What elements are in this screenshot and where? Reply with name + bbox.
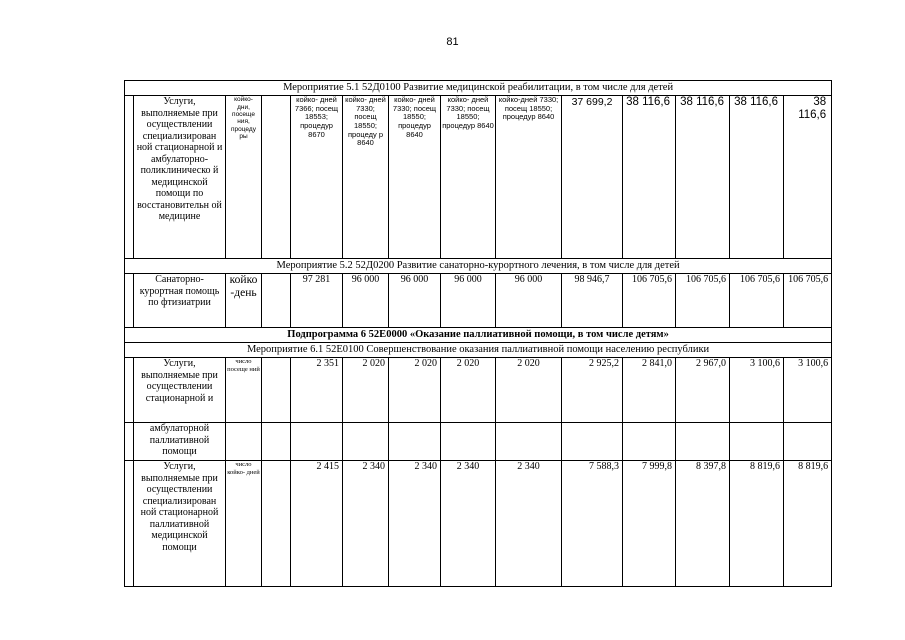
blank-cell: [125, 96, 134, 259]
blank-cell: [262, 423, 291, 461]
value-cell: 97 281: [291, 274, 343, 328]
value-cell: 38 116,6: [623, 96, 676, 259]
value-cell: 7 999,8: [623, 461, 676, 587]
subprogram-header-row: [125, 328, 832, 343]
value-cell: 106 705,6: [730, 274, 784, 328]
value-cell: койко-дней 7330; посещ 18550; процедур 8640: [496, 96, 562, 259]
value-cell: 2 020: [441, 358, 496, 423]
value-cell: 2 340: [441, 461, 496, 587]
service-name: Услуги, выполняемые при осуществлении специализирован ной стационарной паллиативной медицинской помощи: [134, 461, 226, 587]
unit-cell: койко -день: [226, 274, 262, 328]
program-table: [124, 80, 832, 587]
value-cell: 98 946,7: [562, 274, 623, 328]
value-cell: 2 415: [291, 461, 343, 587]
value-cell: 2 925,2: [562, 358, 623, 423]
blank-cell: [125, 423, 134, 461]
value-cell: 2 020: [343, 358, 389, 423]
blank-cell: [125, 358, 134, 423]
value-cell: 2 340: [389, 461, 441, 587]
table-row: [125, 96, 832, 259]
subprogram-title-6: Подпрограмма 6 52Е0000 «Оказание паллиативной помощи, в том числе детям»: [125, 328, 832, 343]
table-row: [125, 461, 832, 587]
value-cell: 96 000: [496, 274, 562, 328]
section-title-5-1: Мероприятие 5.1 52Д0100 Развитие медицинской реабилитации, в том числе для детей: [125, 81, 832, 96]
unit-cell: число койко- дней: [226, 461, 262, 587]
unit-cell: койко- дни, посеще ния, процеду ры: [226, 96, 262, 259]
value-cell: [262, 358, 291, 423]
service-name: Услуги, выполняемые при осуществлении стационарной и: [134, 358, 226, 423]
section-header-row: [125, 81, 832, 96]
value-cell: 96 000: [343, 274, 389, 328]
value-cell: 38 116,6: [730, 96, 784, 259]
service-name: амбулаторной паллиативной помощи: [134, 423, 226, 461]
value-cell: койко- дней 7330; посещ 18550; процедур 8640: [389, 96, 441, 259]
value-cell: койко- дней 7330; посещ 18550; процеду р 8640: [343, 96, 389, 259]
table-row: [125, 274, 832, 328]
value-cell: 2 841,0: [623, 358, 676, 423]
value-cell: 8 819,6: [730, 461, 784, 587]
blank-cell: [343, 423, 389, 461]
blank-cell: [562, 423, 623, 461]
table-row: [125, 358, 832, 423]
value-cell: 3 100,6: [730, 358, 784, 423]
value-cell: [262, 96, 291, 259]
value-cell: 2 340: [343, 461, 389, 587]
value-cell: 38 116,6: [676, 96, 730, 259]
value-cell: койко- дней 7366; посещ 18553; процедур 8670: [291, 96, 343, 259]
blank-cell: [676, 423, 730, 461]
value-cell: 2 020: [496, 358, 562, 423]
value-cell: [262, 461, 291, 587]
value-cell: 96 000: [389, 274, 441, 328]
section-header-row: [125, 343, 832, 358]
blank-cell: [226, 423, 262, 461]
blank-cell: [291, 423, 343, 461]
blank-cell: [623, 423, 676, 461]
value-cell: 106 705,6: [623, 274, 676, 328]
value-cell: 37 699,2: [562, 96, 623, 259]
section-header-row: [125, 259, 832, 274]
value-cell: 3 100,6: [784, 358, 832, 423]
table-row: [125, 423, 832, 461]
value-cell: 2 020: [389, 358, 441, 423]
value-cell: 8 397,8: [676, 461, 730, 587]
value-cell: 96 000: [441, 274, 496, 328]
value-cell: 2 340: [496, 461, 562, 587]
blank-cell: [441, 423, 496, 461]
service-name: Санаторно- курортная помощь по фтизиатрии: [134, 274, 226, 328]
value-cell: [262, 274, 291, 328]
value-cell: койко- дней 7330; посещ 18550; процедур 8640: [441, 96, 496, 259]
section-title-6-1: Мероприятие 6.1 52Е0100 Совершенствование оказания паллиативной помощи населению республики: [125, 343, 832, 358]
value-cell: 106 705,6: [784, 274, 832, 328]
value-cell: 106 705,6: [676, 274, 730, 328]
blank-cell: [730, 423, 784, 461]
blank-cell: [389, 423, 441, 461]
section-title-5-2: Мероприятие 5.2 52Д0200 Развитие санаторно-курортного лечения, в том числе для детей: [125, 259, 832, 274]
blank-cell: [125, 461, 134, 587]
unit-cell: число посеще ний: [226, 358, 262, 423]
value-cell: 38 116,6: [784, 96, 832, 259]
blank-cell: [496, 423, 562, 461]
value-cell: 2 351: [291, 358, 343, 423]
value-cell: 8 819,6: [784, 461, 832, 587]
value-cell: 7 588,3: [562, 461, 623, 587]
blank-cell: [125, 274, 134, 328]
blank-cell: [784, 423, 832, 461]
value-cell: 2 967,0: [676, 358, 730, 423]
service-name: Услуги, выполняемые при осуществлении специализирован ной стационарной и амбулаторно- поликлиническо й медицинской помощи по восстановительн ой медицине: [134, 96, 226, 259]
page-number: 81: [446, 36, 459, 48]
